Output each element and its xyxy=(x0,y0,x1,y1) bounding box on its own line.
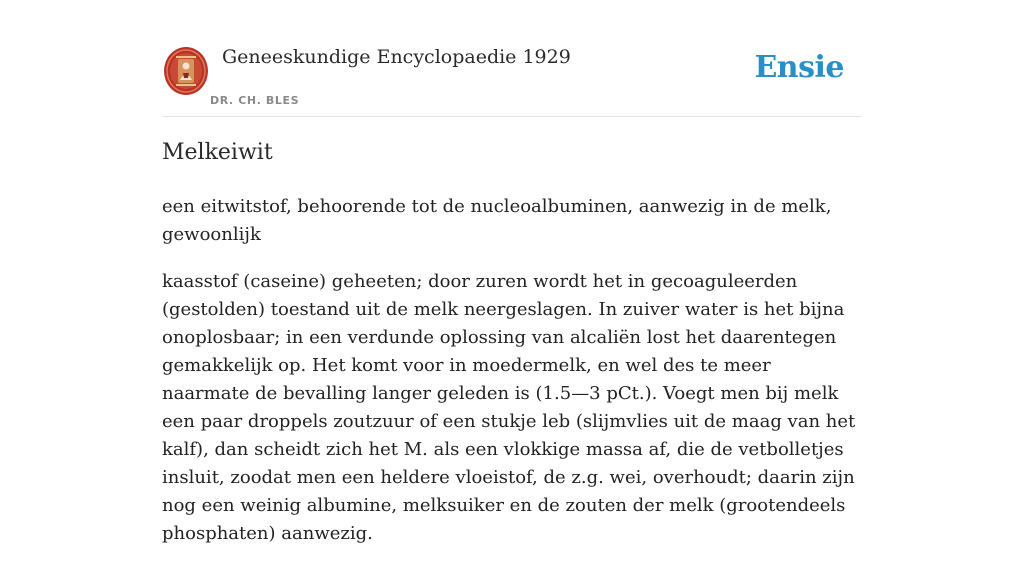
ensie-brand-logo[interactable]: Ensie xyxy=(754,50,844,85)
book-cover-emblem-icon[interactable] xyxy=(164,47,208,95)
book-author[interactable]: DR. CH. BLES xyxy=(210,94,300,107)
site-header xyxy=(162,40,862,117)
book-title[interactable]: Geneeskundige Encyclopaedie 1929 xyxy=(222,46,571,68)
entry-paragraph: kaasstof (caseine) geheeten; door zuren wordt het in gecoaguleerden (gestolden) toestand uit de melk neergeslagen. In zuiver water is het bijna onoplosbaar; in een verdunde oplossing van alcaliën lost het daarentegen gemakkelijk op. Het komt voor in moedermelk, en wel des te meer naarmate de bevalling langer geleden is (1.5—3 pCt.). Voegt men bij melk een paar droppels zoutzuur of een stukje leb (slijmvlies uit de maag van het kalf), dan scheidt zich het M. als een vlokkige massa af, die de vetbolletjes insluit, zoodat men een heldere vloeistof, de z.g. wei, overhoudt; daarin zijn nog een weinig albumine, melksuiker en de zouten der melk (grootendeels phosphaten) aanwezig. xyxy=(162,271,856,544)
entry-body xyxy=(162,193,862,567)
entry-title: Melkeiwit xyxy=(162,140,273,165)
entry-paragraph: een eitwitstof, behoorende tot de nucleoalbuminen, aanwezig in de melk, gewoonlijk xyxy=(162,196,832,245)
